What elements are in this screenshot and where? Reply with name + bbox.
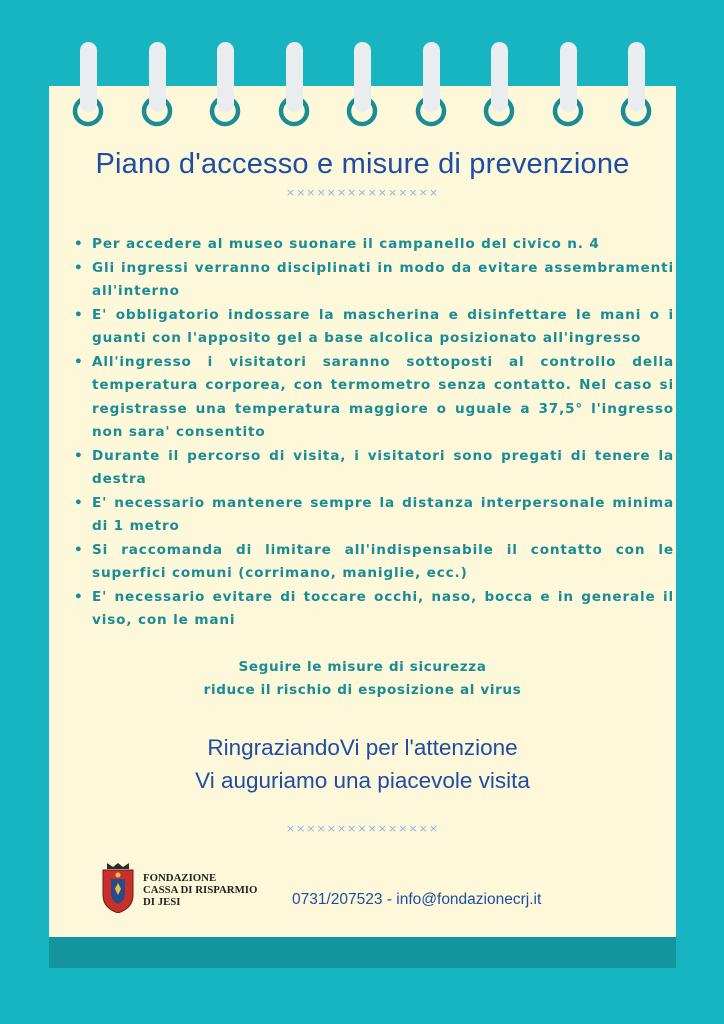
rule-item: • E' necessario mantenere sempre la distanza interpersonale minima di 1 metro xyxy=(92,492,674,539)
safety-line-1: Seguire le misure di sicurezza xyxy=(238,659,487,675)
page-title: Piano d'accesso e misure di prevenzione xyxy=(95,148,630,180)
rule-item: • Si raccomanda di limitare all'indispensabile il contatto con le superfici comuni (corrimano, maniglie, ecc.) xyxy=(92,539,674,586)
logo-line-3: DI JESI xyxy=(143,896,181,908)
binding-ring-1 xyxy=(75,42,101,124)
rule-item: • All'ingresso i visitatori saranno sottoposti al controllo della temperatura corporea, con termometro senza contatto. Nel caso si registrasse una temperatura maggiore o uguale a 37,5° l'ingresso non sara' consentito xyxy=(92,351,674,445)
binding-ring-9 xyxy=(623,42,649,124)
binding-ring-6 xyxy=(418,42,444,124)
rule-item: • E' obbligatorio indossare la mascherina e disinfettare le mani o i guanti con l'apposito gel a base alcolica posizionato all'ingresso xyxy=(92,304,674,351)
binding-ring-4 xyxy=(281,42,307,124)
logo-line-1: FONDAZIONE xyxy=(143,872,217,884)
thanks-message xyxy=(49,731,676,797)
binding-ring-3 xyxy=(212,42,238,124)
binding-ring-5 xyxy=(349,42,375,124)
binding-ring-2 xyxy=(144,42,170,124)
thanks-line-2: Vi auguriamo una piacevole visita xyxy=(195,768,530,793)
thanks-line-1: RingraziandoVi per l'attenzione xyxy=(207,735,518,760)
safety-note xyxy=(49,656,676,702)
rule-item: • Durante il percorso di visita, i visitatori sono pregati di tenere la destra xyxy=(92,445,674,492)
logo-text xyxy=(143,872,283,908)
contact-info: 0731/207523 - info@fondazionecrj.it xyxy=(292,891,542,908)
rules-list xyxy=(72,233,674,633)
coat-of-arms-icon xyxy=(101,863,135,913)
safety-line-2: riduce il rischio di esposizione al virus xyxy=(203,682,522,698)
rule-item: • Per accedere al museo suonare il campanello del civico n. 4 xyxy=(92,233,674,257)
divider-bottom: ××××××××××××××× xyxy=(285,822,440,835)
logo-line-2: CASSA DI RISPARMIO xyxy=(143,884,258,896)
rule-item: • Gli ingressi verranno disciplinati in modo da evitare assembramenti all'interno xyxy=(92,257,674,304)
foundation-logo xyxy=(101,863,281,913)
paper-shadow xyxy=(49,935,676,968)
spiral-binding xyxy=(0,0,724,140)
divider-top: ××××××××××××××× xyxy=(285,186,440,199)
binding-ring-8 xyxy=(555,42,581,124)
binding-ring-7 xyxy=(486,42,512,124)
rule-item: • E' necessario evitare di toccare occhi, naso, bocca e in generale il viso, con le mani xyxy=(92,586,674,633)
